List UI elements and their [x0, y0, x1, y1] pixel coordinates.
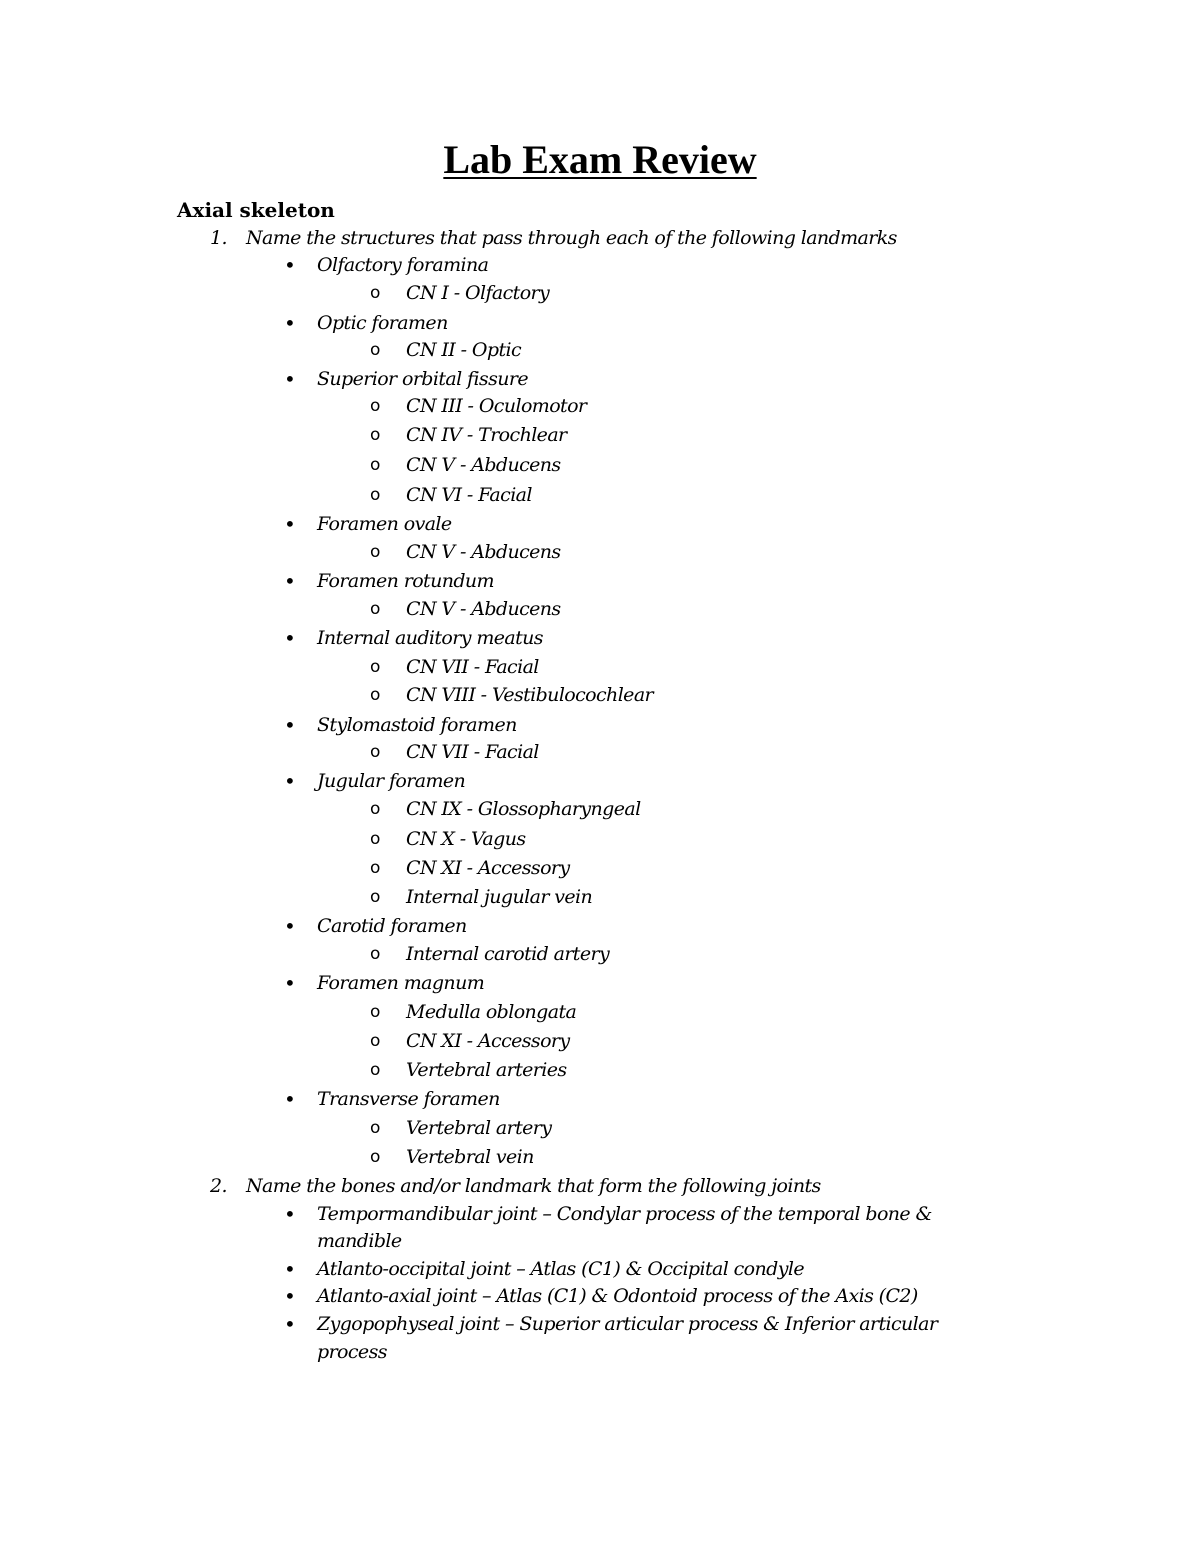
- sub-item-text: Vertebral arteries: [406, 1059, 567, 1081]
- sub-bullet-marker: o: [370, 657, 380, 677]
- bullet-item-text: Foramen ovale: [317, 513, 452, 535]
- bullet-marker: •: [284, 1257, 296, 1281]
- bullet-item-text: Superior orbital fissure: [317, 368, 528, 390]
- question-number: 2.: [210, 1175, 227, 1197]
- sub-bullet-marker: o: [370, 742, 380, 762]
- bullet-item-text: mandible: [317, 1230, 402, 1252]
- bullet-item-text: Foramen rotundum: [317, 570, 494, 592]
- question-text: Name the structures that pass through each of the following landmarks: [246, 227, 897, 249]
- sub-item-text: CN II - Optic: [406, 339, 522, 361]
- sub-bullet-marker: o: [370, 455, 380, 475]
- bullet-marker: •: [284, 367, 296, 391]
- sub-item-text: CN XI - Accessory: [406, 857, 570, 879]
- bullet-item-text: process: [317, 1341, 387, 1363]
- bullet-marker: •: [284, 914, 296, 938]
- sub-item-text: CN XI - Accessory: [406, 1030, 570, 1052]
- sub-item-text: CN V - Abducens: [406, 541, 561, 563]
- bullet-item-text: Foramen magnum: [317, 972, 485, 994]
- sub-bullet-marker: o: [370, 887, 380, 907]
- sub-bullet-marker: o: [370, 340, 380, 360]
- question-number: 1.: [210, 227, 227, 249]
- sub-item-text: CN X - Vagus: [406, 828, 526, 850]
- bullet-marker: •: [284, 1087, 296, 1111]
- sub-bullet-marker: o: [370, 1147, 380, 1167]
- sub-bullet-marker: o: [370, 1002, 380, 1022]
- bullet-item-text: Tempormandibular joint – Condylar process of the temporal bone &: [317, 1203, 932, 1225]
- sub-bullet-marker: o: [370, 283, 380, 303]
- bullet-marker: •: [284, 512, 296, 536]
- bullet-item-text: Internal auditory meatus: [317, 627, 543, 649]
- sub-item-text: Internal carotid artery: [406, 943, 610, 965]
- sub-item-text: Internal jugular vein: [406, 886, 593, 908]
- sub-item-text: CN III - Oculomotor: [406, 395, 587, 417]
- sub-item-text: CN VI - Facial: [406, 484, 532, 506]
- sub-bullet-marker: o: [370, 944, 380, 964]
- sub-item-text: CN VII - Facial: [406, 656, 539, 678]
- bullet-marker: •: [284, 253, 296, 277]
- sub-item-text: CN V - Abducens: [406, 454, 561, 476]
- sub-bullet-marker: o: [370, 396, 380, 416]
- bullet-item-text: Zygopophyseal joint – Superior articular process & Inferior articular: [317, 1313, 938, 1335]
- bullet-item-text: Olfactory foramina: [317, 254, 489, 276]
- bullet-item-text: Transverse foramen: [317, 1088, 500, 1110]
- bullet-marker: •: [284, 1202, 296, 1226]
- sub-bullet-marker: o: [370, 829, 380, 849]
- bullet-item-text: Atlanto-occipital joint – Atlas (C1) & Occipital condyle: [317, 1258, 804, 1280]
- sub-item-text: CN VII - Facial: [406, 741, 539, 763]
- bullet-item-text: Stylomastoid foramen: [317, 714, 517, 736]
- sub-item-text: CN IX - Glossopharyngeal: [406, 798, 641, 820]
- sub-bullet-marker: o: [370, 599, 380, 619]
- bullet-marker: •: [284, 1312, 296, 1336]
- sub-bullet-marker: o: [370, 799, 380, 819]
- bullet-item-text: Carotid foramen: [317, 915, 467, 937]
- question-text: Name the bones and/or landmark that form the following joints: [246, 1175, 821, 1197]
- sub-bullet-marker: o: [370, 542, 380, 562]
- sub-item-text: CN V - Abducens: [406, 598, 561, 620]
- sub-item-text: CN I - Olfactory: [406, 282, 550, 304]
- sub-item-text: Medulla oblongata: [406, 1001, 577, 1023]
- sub-item-text: Vertebral vein: [406, 1146, 534, 1168]
- sub-item-text: CN IV - Trochlear: [406, 424, 567, 446]
- sub-bullet-marker: o: [370, 685, 380, 705]
- bullet-marker: •: [284, 1284, 296, 1308]
- sub-bullet-marker: o: [370, 1060, 380, 1080]
- sub-bullet-marker: o: [370, 858, 380, 878]
- bullet-marker: •: [284, 769, 296, 793]
- bullet-item-text: Atlanto-axial joint – Atlas (C1) & Odontoid process of the Axis (C2): [317, 1285, 918, 1307]
- bullet-marker: •: [284, 311, 296, 335]
- bullet-marker: •: [284, 971, 296, 995]
- bullet-item-text: Optic foramen: [317, 312, 448, 334]
- bullet-item-text: Jugular foramen: [317, 770, 466, 792]
- section-heading: Axial skeleton: [177, 198, 335, 222]
- bullet-marker: •: [284, 626, 296, 650]
- bullet-marker: •: [284, 713, 296, 737]
- bullet-marker: •: [284, 569, 296, 593]
- sub-bullet-marker: o: [370, 425, 380, 445]
- sub-item-text: CN VIII - Vestibulocochlear: [406, 684, 654, 706]
- sub-bullet-marker: o: [370, 1118, 380, 1138]
- page-title: Lab Exam Review: [443, 137, 757, 182]
- sub-bullet-marker: o: [370, 485, 380, 505]
- sub-item-text: Vertebral artery: [406, 1117, 552, 1139]
- sub-bullet-marker: o: [370, 1031, 380, 1051]
